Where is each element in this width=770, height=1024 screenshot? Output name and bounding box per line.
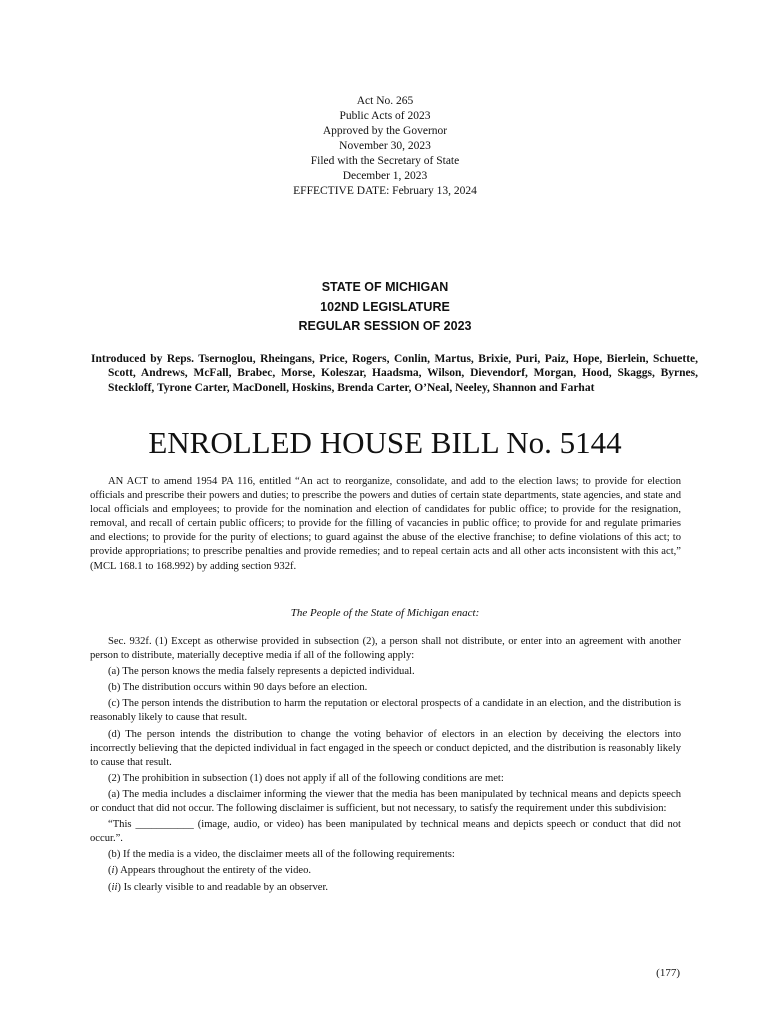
requirement-i: (i) Appears throughout the entirety of the video. xyxy=(108,865,312,877)
filed-date: December 1, 2023 xyxy=(342,170,428,182)
page-number: (177) xyxy=(656,967,680,979)
subsection-2: (2) The prohibition in subsection (1) does not apply if all of the following conditions are met: xyxy=(108,772,504,784)
disclaimer-text: “This ___________ (image, audio, or video) has been manipulated by technical means and depicts speech or conduct that did not occur.”. xyxy=(90,819,681,845)
subsection-2-a: (a) The media includes a disclaimer informing the viewer that the media has been manipulated by technical means and depicts speech or conduct that did not occur. The following disclaimer is sufficient, but not necessary, to satisfy the requirement under this subdivision: xyxy=(90,788,681,815)
requirement-ii: (ii) Is clearly visible to and readable by an observer. xyxy=(108,881,329,893)
subdivision-b: (b) The distribution occurs within 90 days before an election. xyxy=(108,682,368,694)
subdivision-d: (d) The person intends the distribution to change the voting behavior of electors in an election by deceiving the electors into incorrectly believing that the depicted individual in fact engaged in the speech or conduct depicted, and the distribution is reasonably likely to cause that result. xyxy=(90,728,681,768)
act-title-paragraph: AN ACT to amend 1954 PA 116, entitled “An act to reorganize, consolidate, and add to the election laws; to provide for election officials and prescribe their powers and duties; to prescribe the powers and duties of certain state departments, state agencies, and state and local officials and employees; to provide for the nomination and election of candidates for public office; to provide for the resignation, removal, and recall of certain public officers; to provide for the filling of vacancies in public office; to provide for and regulate primaries and elections; to provide for the purity of elections; to guard against the abuse of the elective franchise; to define violations of this act; to provide appropriations; to prescribe penalties and provide remedies; and to repeal certain acts and all other acts inconsistent with this act,” (MCL 168.1 to 168.992) by adding section 932f. xyxy=(90,476,681,572)
section-paragraph: Sec. 932f. (1) Except as otherwise provided in subsection (2), a person shall not distribute, or enter into an agreement with another person to distribute, materially deceptive media if all of the following apply: xyxy=(90,636,681,662)
approval-label: Approved by the Governor xyxy=(322,125,448,137)
subsection-2-b: (b) If the media is a video, the disclaimer meets all of the following requirements: xyxy=(108,849,455,861)
subdivision-a: (a) The person knows the media falsely represents a depicted individual. xyxy=(108,666,415,678)
act-number: Act No. 265 xyxy=(356,95,414,107)
requirement-ii-text: Is clearly visible to and readable by an observer. xyxy=(120,881,329,893)
requirement-ii-marker: ii xyxy=(111,881,118,893)
effective-date: EFFECTIVE DATE: February 13, 2024 xyxy=(293,185,477,197)
sponsors-paragraph: Introduced by Reps. Tsernoglou, Rheingans, Price, Rogers, Conlin, Martus, Brixie, Puri, Paiz, Hope, Bierlein, Schuette, Scott, Andrews, McFall, Brabec, Morse, Koleszar, Haadsma, Wilson, Dievendorf, Morgan, Hood, Skaggs, Byrnes, Steckloff, Tyrone Carter, MacDonell, Hoskins, Brenda Carter, O’Neal, Neeley, Shannon and Farhat xyxy=(91,353,698,394)
requirement-i-marker: i xyxy=(111,865,115,877)
act-header xyxy=(0,94,770,199)
requirement-i-text: Appears throughout the entirety of the video. xyxy=(118,865,312,877)
legislature-number: 102ND LEGISLATURE xyxy=(320,299,450,314)
enacting-clause: The People of the State of Michigan enact: xyxy=(290,607,480,619)
filed-label: Filed with the Secretary of State xyxy=(310,155,460,167)
subdivision-c: (c) The person intends the distribution to harm the reputation or electoral prospects of a candidate in an election, and the distribution is reasonably likely to cause that result. xyxy=(90,698,681,724)
public-acts-year: Public Acts of 2023 xyxy=(339,110,431,122)
session-name: REGULAR SESSION OF 2023 xyxy=(298,319,472,333)
legislature-heading xyxy=(0,278,770,337)
bill-body xyxy=(90,635,681,897)
approval-date: November 30, 2023 xyxy=(339,140,431,152)
state-name: STATE OF MICHIGAN xyxy=(321,280,449,294)
bill-title: ENROLLED HOUSE BILL No. 5144 xyxy=(148,425,622,460)
